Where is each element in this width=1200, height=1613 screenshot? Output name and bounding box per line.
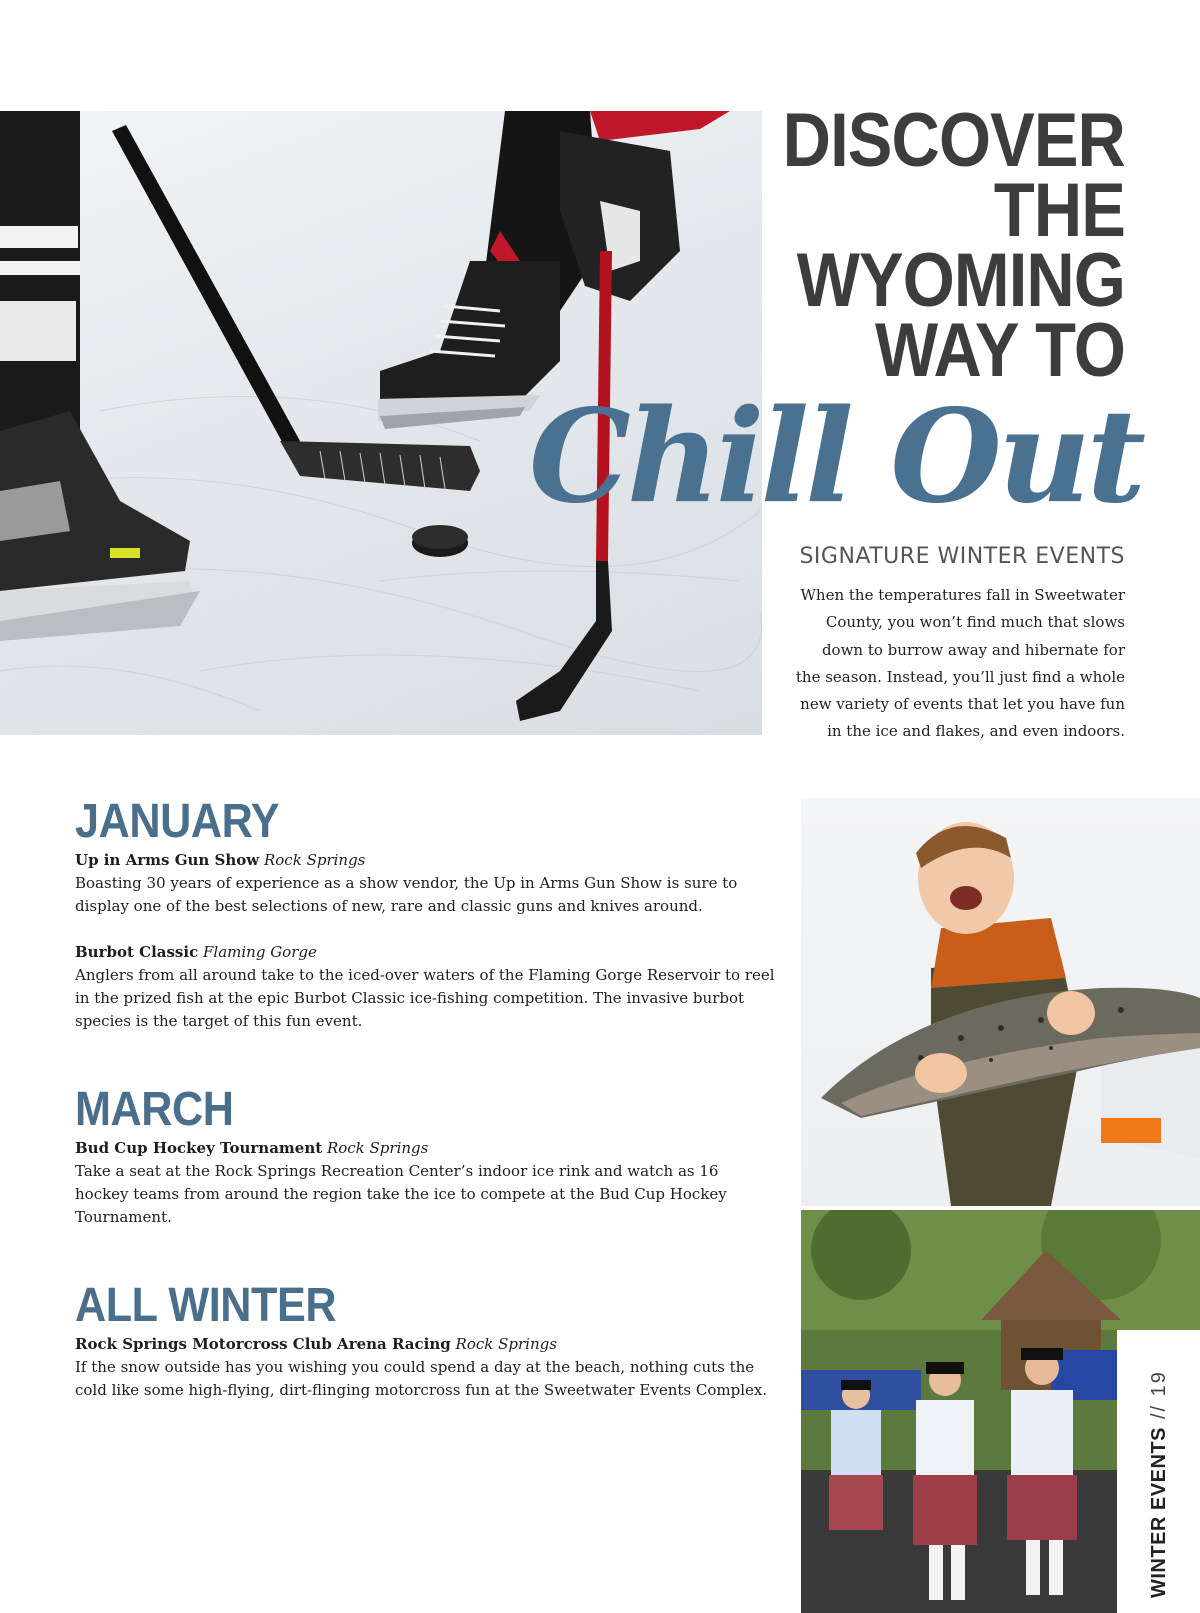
page-number: // 19 — [1148, 1370, 1170, 1420]
fishing-photo — [801, 798, 1200, 1206]
month-heading: ALL WINTER — [75, 1279, 337, 1332]
events-list — [75, 795, 775, 1402]
section-january — [75, 795, 775, 1033]
intro-paragraph: When the temperatures fall in Sweetwater County, you won’t find much that slows down to burrow away and hibernate for the season. Instead, you’ll just find a whole new variety of events that let you have fun in the ice and flakes, and even indoors. — [795, 586, 1125, 741]
headline-line-2: THE — [993, 168, 1125, 253]
event-place: Flaming Gorge — [203, 943, 317, 961]
event-description: Anglers from all around take to the iced-over waters of the Flaming Gorge Reservoir to reel in the prized fish at the epic Burbot Classic ice-fishing competition. The invasive burbot species is the target of this fun event. — [75, 966, 775, 1030]
headline-line-3: WYOMING — [796, 238, 1125, 323]
event-item — [75, 1333, 775, 1402]
event-item — [75, 1137, 775, 1229]
event-place: Rock Springs — [455, 1335, 557, 1353]
section-all-winter — [75, 1279, 775, 1402]
event-place: Rock Springs — [263, 851, 366, 869]
event-title: Burbot Classic — [75, 943, 199, 961]
month-heading: JANUARY — [75, 795, 280, 848]
headline-script: Chill Out — [528, 382, 1142, 532]
event-place: Rock Springs — [326, 1139, 429, 1157]
headline — [782, 98, 1125, 393]
section-march — [75, 1083, 775, 1229]
event-description: Take a seat at the Rock Springs Recreation Center’s indoor ice rink and watch as 16 hockey teams from around the region take the ice to compete at the Bud Cup Hockey Tournament. — [75, 1162, 727, 1226]
event-title: Up in Arms Gun Show — [75, 851, 260, 869]
headline-line-1: DISCOVER — [782, 98, 1125, 183]
headline-line-4: WAY TO — [875, 308, 1125, 393]
event-title: Bud Cup Hockey Tournament — [75, 1139, 323, 1157]
event-item — [75, 941, 775, 1033]
event-description: Boasting 30 years of experience as a show vendor, the Up in Arms Gun Show is sure to display one of the best selections of new, rare and classic guns and knives around. — [75, 874, 738, 915]
event-item — [75, 849, 775, 918]
subhead: SIGNATURE WINTER EVENTS — [799, 544, 1125, 569]
month-heading: MARCH — [75, 1083, 234, 1136]
section-label: WINTER EVENTS — [1148, 1427, 1170, 1598]
event-description: If the snow outside has you wishing you could spend a day at the beach, nothing cuts the cold like some high-flying, dirt-flinging motorcross fun at the Sweetwater Events Complex. — [75, 1358, 768, 1399]
event-title: Rock Springs Motorcross Club Arena Racing — [75, 1335, 451, 1353]
page-folio — [1148, 1370, 1171, 1598]
